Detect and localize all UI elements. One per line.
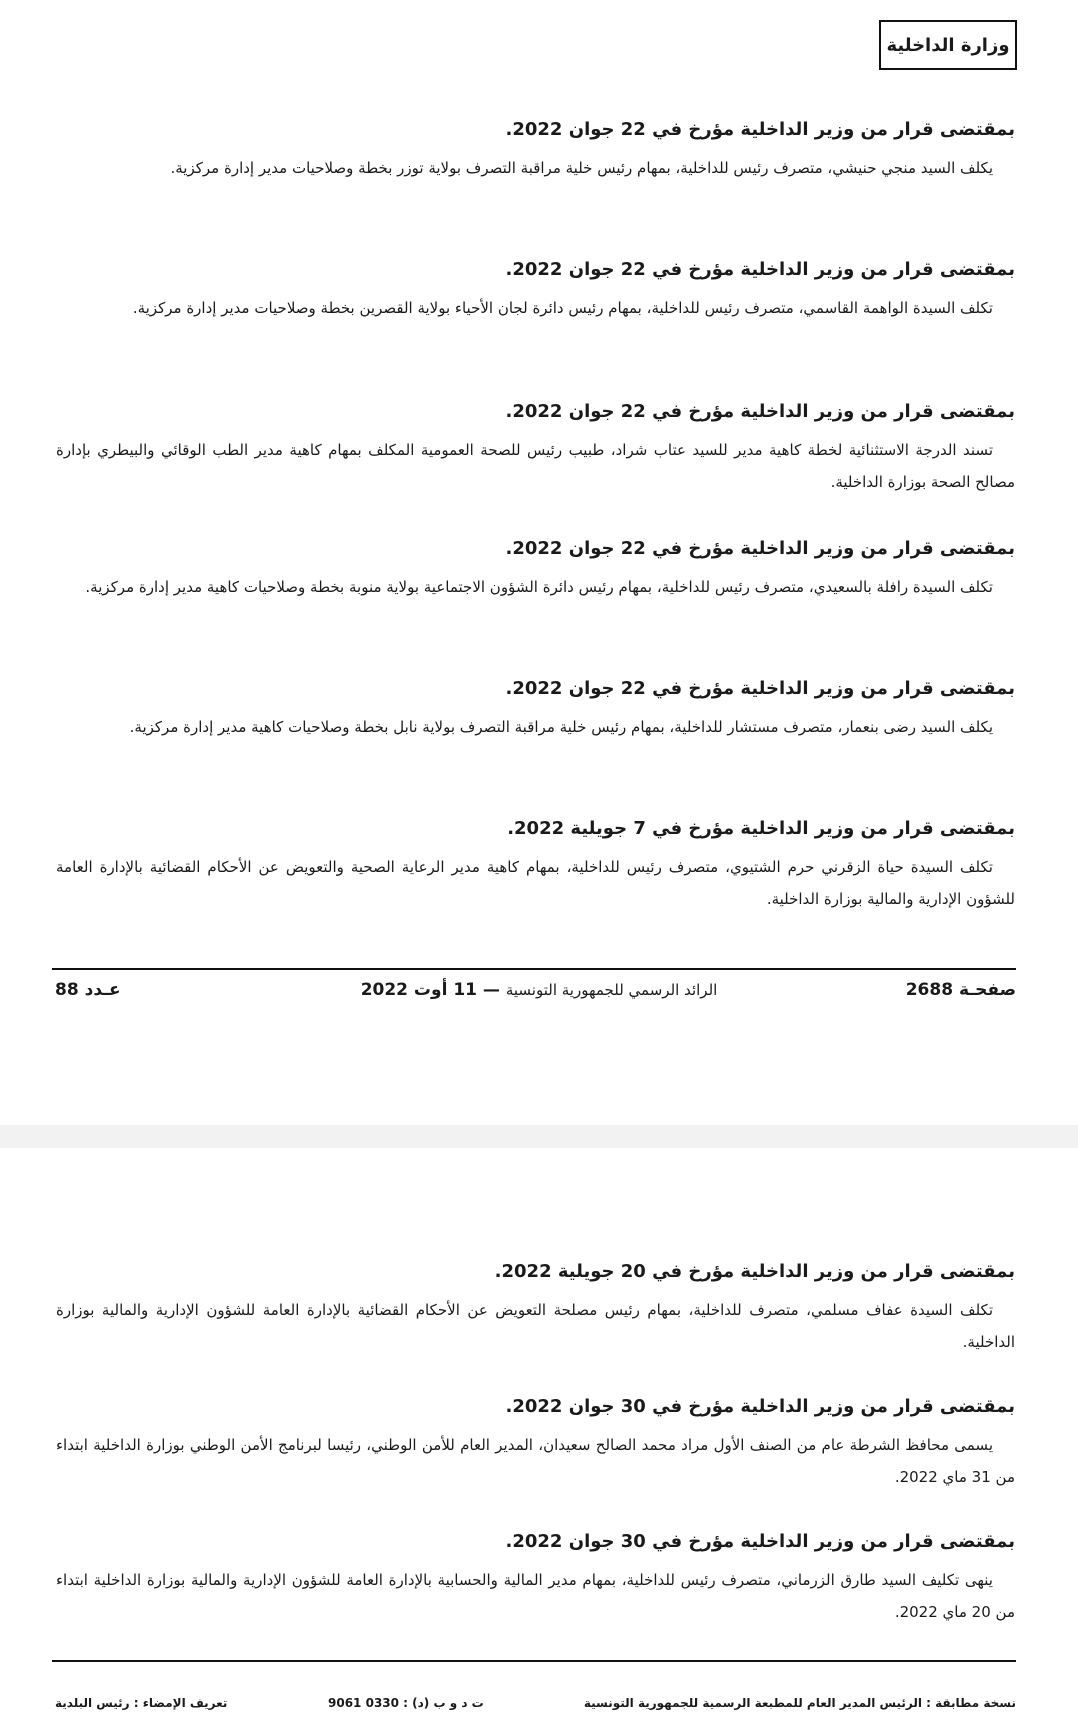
ministry-heading-box: وزارة الداخلية [879,20,1017,70]
tax-id: ت د و ب (د) : 0330 9061 [328,1696,484,1710]
decree [56,1260,1015,1395]
decree [56,258,1015,400]
footer-divider [52,968,1016,970]
decree-body: تسند الدرجة الاستثنائية لخطة كاهية مدير للسيد عتاب شراد، طبيب رئيس للصحة العمومية المكلف بمهام كاهية مدير الطب الوقائي والبيطري بإدارة مصالح الصحة بوزارة الداخلية. [56,441,1015,491]
decree-body: تكلف السيدة عفاف مسلمي، متصرف للداخلية، بمهام رئيس مصلحة التعويض عن الأحكام القضائية بالإدارة العامة للشؤون الإدارية والمالية بوزارة الداخلية. [56,1301,1015,1351]
decree-body: يكلف السيد منجي حنيشي، متصرف رئيس للداخلية، بمهام رئيس خلية مراقبة التصرف بولاية توزر بخطة وصلاحيات مدير إدارة مركزية. [170,159,993,177]
decree-body: ينهى تكليف السيد طارق الزرماني، متصرف رئيس للداخلية، بمهام مدير المالية والحسابية بالإدارة العامة للشؤون الإدارية والمالية بوزارة الداخلية ابتداء من 20 ماي 2022. [56,1571,1015,1621]
footer-divider [52,1660,1016,1662]
gazette-page-next [0,1148,1078,1731]
issue-number: عـدد 88 [55,980,121,1000]
decree-body: تكلف السيدة رافلة بالسعيدي، متصرف رئيس للداخلية، بمهام رئيس دائرة الشؤون الاجتماعية بولاية منوبة بخطة وصلاحيات كاهية مدير إدارة مركزية. [85,578,993,596]
gazette-date: — 11 أوت 2022 [360,980,500,1000]
decree-list [56,1260,1015,1665]
gazette-name: الرائد الرسمي للجمهورية التونسية [505,981,718,999]
decree-title: بمقتضى قرار من وزير الداخلية مؤرخ في 7 جويلية 2022. [507,818,1015,839]
decree-title: بمقتضى قرار من وزير الداخلية مؤرخ في 22 جوان 2022. [505,401,1015,422]
decree [56,537,1015,677]
decree-body: يكلف السيد رضى بنعمار، متصرف مستشار للداخلية، بمهام رئيس خلية مراقبة التصرف بولاية نابل بخطة وصلاحيات كاهية مدير إدارة مركزية. [129,718,993,736]
decree [56,1395,1015,1530]
decree [56,1530,1015,1665]
decree-title: بمقتضى قرار من وزير الداخلية مؤرخ في 22 جوان 2022. [505,678,1015,699]
gazette-masthead [0,980,1078,1000]
page-number: صفحـة 2688 [905,980,1016,1000]
decree-body: تكلف السيدة حياة الزقرني حرم الشتيوي، متصرف رئيس للداخلية، بمهام كاهية مدير الرعاية الصحية والتعويض عن الأحكام القضائية بالإدارة العامة للشؤون الإدارية والمالية بوزارة الداخلية. [56,858,1015,908]
signature-certification: تعريف الإمضاء : رئيس البلدية [55,1696,228,1710]
decree-list [56,118,1015,957]
decree-title: بمقتضى قرار من وزير الداخلية مؤرخ في 30 جوان 2022. [505,1531,1015,1552]
decree-title: بمقتضى قرار من وزير الداخلية مؤرخ في 22 جوان 2022. [505,538,1015,559]
certified-copy-note: نسخة مطابقة : الرئيس المدير العام للمطبعة الرسمية للجمهورية التونسية [583,1696,1016,1710]
decree [56,400,1015,537]
decree-title: بمقتضى قرار من وزير الداخلية مؤرخ في 22 جوان 2022. [505,259,1015,280]
decree-title: بمقتضى قرار من وزير الداخلية مؤرخ في 30 جوان 2022. [505,1396,1015,1417]
decree-title: بمقتضى قرار من وزير الداخلية مؤرخ في 20 جويلية 2022. [494,1261,1015,1282]
decree [56,118,1015,258]
decree-body: تكلف السيدة الواهمة القاسمي، متصرف رئيس للداخلية، بمهام رئيس دائرة لجان الأحياء بولاية القصرين بخطة وصلاحيات مدير إدارة مركزية. [132,299,993,317]
decree [56,817,1015,957]
decree-body: يسمى محافظ الشرطة عام من الصنف الأول مراد محمد الصالح سعيدان، المدير العام للأمن الوطني، رئيسا لبرنامج الأمن الوطني بوزارة الداخلية ابتداء من 31 ماي 2022. [56,1436,1015,1486]
decree [56,677,1015,817]
decree-title: بمقتضى قرار من وزير الداخلية مؤرخ في 22 جوان 2022. [505,119,1015,140]
